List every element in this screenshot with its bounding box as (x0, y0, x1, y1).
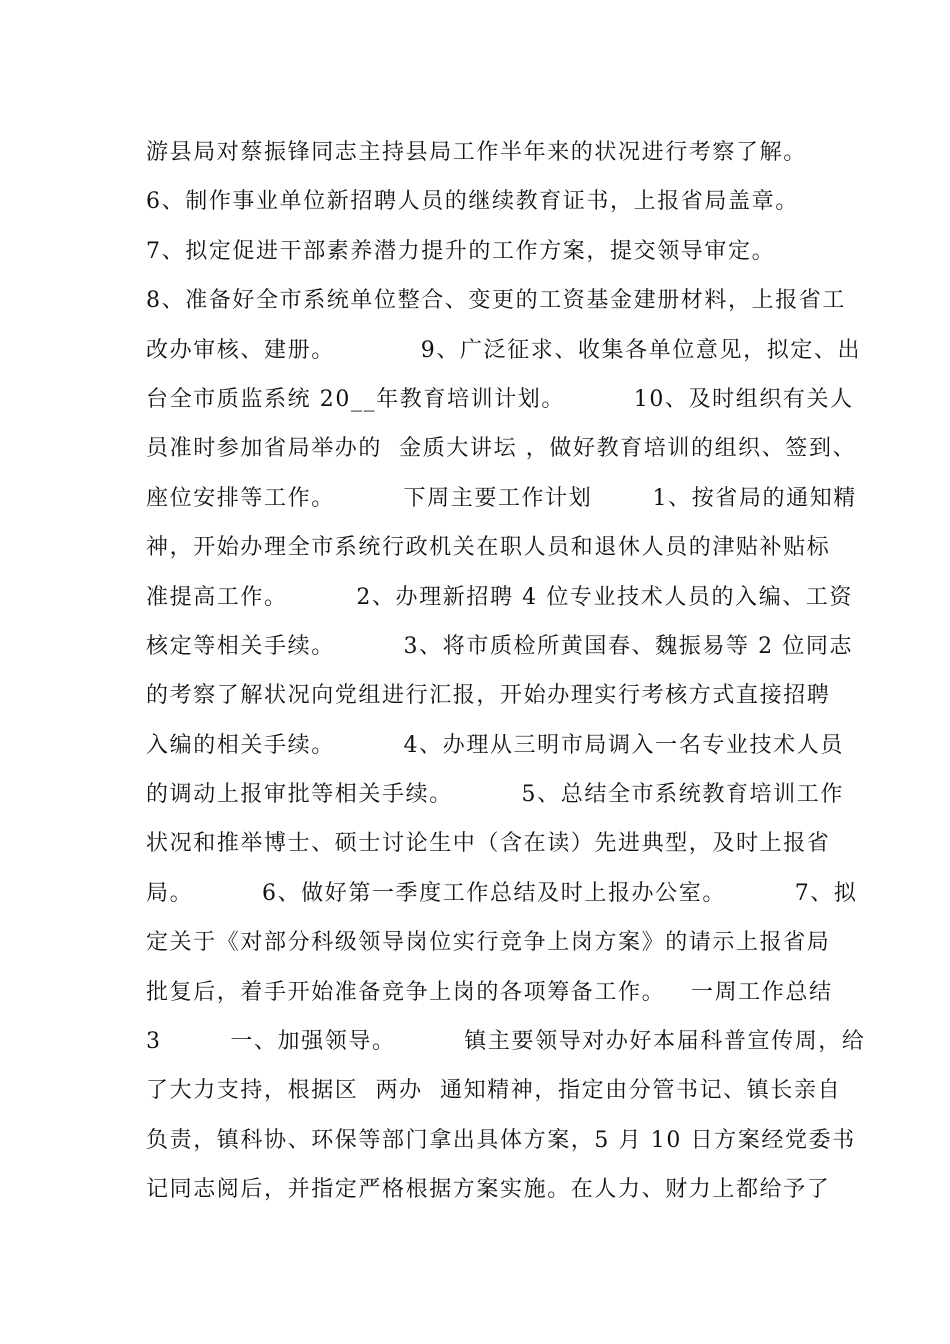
text-line: 批复后，着手开始准备竞争上岗的各项筹备工作。 一周工作总结 (146, 979, 833, 1005)
text-line: 6、制作事业单位新招聘人员的继续教育证书，上报省局盖章。 (146, 189, 799, 215)
text-line: 3 一、加强领导。 镇主要领导对办好本届科普宣传周，给 (146, 1029, 866, 1055)
text-line: 的调动上报审批等相关手续。 5、总结全市系统教育培训工作 (146, 782, 844, 808)
text-line: 了大力支持，根据区 两办 通知精神，指定由分管书记、镇长亲自 (146, 1078, 842, 1104)
text-line: 神，开始办理全市系统行政机关在职人员和退休人员的津贴补贴标 (146, 535, 831, 561)
text-line: 游县局对蔡振锋同志主持县局工作半年来的状况进行考察了解。 (146, 140, 807, 165)
body-text (146, 128, 866, 1215)
text-line: 核定等相关手续。 3、将市质检所黄国春、魏振易等 2 位同志 (146, 633, 854, 659)
text-line: 座位安排等工作。 下周主要工作计划 1、按省局的通知精 (146, 485, 857, 511)
text-line: 负责，镇科协、环保等部门拿出具体方案，5 月 10 日方案经党委书 (146, 1127, 856, 1153)
text-line: 员准时参加省局举办的 金质大讲坛 ，做好教育培训的组织、签到、 (146, 436, 857, 462)
text-line: 7、拟定促进干部素养潜力提升的工作方案，提交领导审定。 (146, 238, 776, 264)
text-line: 台全市质监系统 20__年教育培训计划。 10、及时组织有关人 (146, 386, 854, 412)
text-line: 改办审核、建册。 9、广泛征求、收集各单位意见，拟定、出 (146, 337, 862, 363)
text-line: 定关于《对部分科级领导岗位实行竞争上岗方案》的请示上报省局 (146, 930, 831, 956)
text-line: 准提高工作。 2、办理新招聘 4 位专业技术人员的入编、工资 (146, 584, 854, 610)
text-line: 局。 6、做好第一季度工作总结及时上报办公室。 7、拟 (146, 880, 858, 906)
text-line: 状况和推举博士、硕士讨论生中（含在读）先进典型，及时上报省 (146, 831, 831, 857)
text-line: 的考察了解状况向党组进行汇报，开始办理实行考核方式直接招聘 (146, 683, 831, 709)
text-line: 记同志阅后，并指定严格根据方案实施。在人力、财力上都给予了 (146, 1177, 831, 1203)
text-line: 入编的相关手续。 4、办理从三明市局调入一名专业技术人员 (146, 732, 844, 758)
text-line: 8、准备好全市系统单位整合、变更的工资基金建册材料，上报省工 (146, 288, 846, 314)
